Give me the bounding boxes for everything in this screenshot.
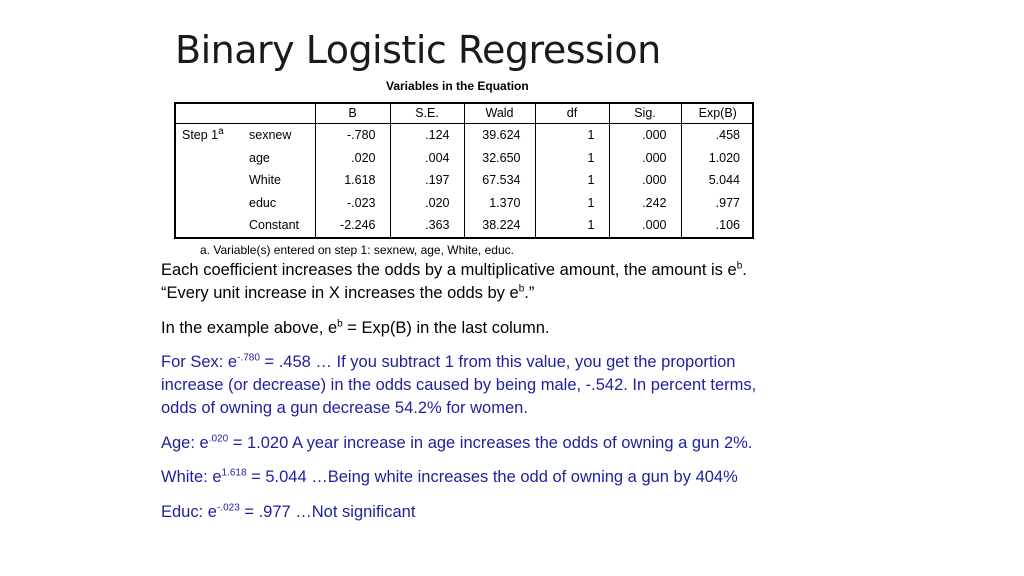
table-row	[174, 192, 754, 215]
sex-text-d: odds of owning a gun decrease 54.2% for women.	[161, 399, 528, 417]
cell-sig: .000	[609, 169, 681, 192]
variable-name: age	[249, 150, 270, 165]
table-row	[174, 214, 754, 237]
step-cell	[174, 124, 241, 147]
cell-sig: .000	[609, 214, 681, 237]
table-row	[174, 169, 754, 192]
step-label: Step 1	[182, 128, 219, 143]
cell-sig: .000	[609, 124, 681, 147]
p1-sup: b	[736, 260, 743, 272]
sex-sup: -.780	[237, 352, 260, 364]
cell-wald: 38.224	[464, 214, 535, 237]
educ-text-b: = .977 …Not significant	[239, 503, 416, 521]
variable-name: educ	[249, 195, 277, 210]
paragraph-educ	[161, 501, 415, 524]
step-cell	[174, 169, 241, 192]
p1-text-d: .”	[524, 284, 535, 302]
cell-expb: 5.044	[681, 169, 754, 192]
paragraph-sex	[161, 351, 756, 420]
age-text-b: = 1.020 A year increase in age increases the odds of owning a gun 2%.	[228, 434, 753, 452]
educ-text-a: Educ: e	[161, 503, 217, 521]
p1-text-c: “Every unit increase in X increases the odds by e	[161, 284, 519, 302]
cell-se: .363	[390, 214, 464, 237]
step-cell	[174, 147, 241, 170]
cell-se: .124	[390, 124, 464, 147]
cell-wald: 39.624	[464, 124, 535, 147]
cell-b: .020	[315, 147, 390, 170]
age-text-a: Age: e	[161, 434, 209, 452]
sex-text-a: For Sex: e	[161, 353, 238, 371]
table-footnote: a. Variable(s) entered on step 1: sexnew, age, White, educ.	[200, 243, 514, 257]
white-sup: 1.618	[221, 467, 247, 479]
cell-sig: .000	[609, 147, 681, 170]
header-wald: Wald	[464, 102, 535, 124]
variable-name: White	[249, 173, 281, 188]
paragraph-white	[161, 466, 738, 489]
cell-df: 1	[535, 169, 609, 192]
cell-se: .197	[390, 169, 464, 192]
cell-df: 1	[535, 214, 609, 237]
p2-text-a: In the example above, e	[161, 319, 338, 337]
sex-text-c: increase (or decrease) in the odds caused by being male, -.542. In percent terms,	[161, 376, 757, 394]
table-header-row	[174, 102, 754, 124]
regression-table	[174, 102, 754, 237]
cell-b: -2.246	[315, 214, 390, 237]
header-corner	[174, 102, 241, 124]
step-cell	[174, 214, 241, 237]
white-text-a: White: e	[161, 468, 222, 486]
cell-df: 1	[535, 124, 609, 147]
header-df: df	[535, 102, 609, 124]
cell-sig: .242	[609, 192, 681, 215]
variable-name: Constant	[249, 218, 300, 233]
step-cell	[174, 192, 241, 215]
step-sup: a	[218, 126, 224, 138]
header-b: B	[315, 102, 390, 124]
cell-b: -.780	[315, 124, 390, 147]
p1-csup: b	[518, 283, 525, 295]
header-corner-2	[241, 102, 315, 124]
cell-df: 1	[535, 192, 609, 215]
p1-text-a: Each coefficient increases the odds by a multiplicative amount, the amount is e	[161, 261, 737, 279]
educ-sup: -.023	[216, 502, 240, 514]
sex-text-b: = .458 … If you subtract 1 from this value, you get the proportion	[259, 353, 736, 371]
white-text-b: = 5.044 …Being white increases the odd of owning a gun by 404%	[246, 468, 738, 486]
paragraph-expb	[161, 317, 550, 340]
p1-text-b: .	[742, 261, 747, 279]
age-sup: .020	[208, 433, 229, 445]
cell-expb: .458	[681, 124, 754, 147]
cell-df: 1	[535, 147, 609, 170]
header-se: S.E.	[390, 102, 464, 124]
paragraph-age	[161, 432, 752, 455]
p2-text-b: = Exp(B) in the last column.	[342, 319, 550, 337]
cell-wald: 67.534	[464, 169, 535, 192]
cell-b: 1.618	[315, 169, 390, 192]
p2-sup: b	[337, 318, 343, 330]
cell-expb: 1.020	[681, 147, 754, 170]
cell-wald: 1.370	[464, 192, 535, 215]
slide-title: Binary Logistic Regression	[175, 28, 661, 72]
cell-se: .020	[390, 192, 464, 215]
table-row	[174, 124, 754, 147]
variable-name: sexnew	[249, 128, 292, 143]
paragraph-coefficient	[161, 259, 747, 305]
header-sig: Sig.	[609, 102, 681, 124]
header-expb: Exp(B)	[681, 102, 754, 124]
cell-expb: .977	[681, 192, 754, 215]
cell-b: -.023	[315, 192, 390, 215]
cell-wald: 32.650	[464, 147, 535, 170]
table-caption: Variables in the Equation	[386, 79, 529, 93]
cell-se: .004	[390, 147, 464, 170]
cell-expb: .106	[681, 214, 754, 237]
table-row	[174, 147, 754, 170]
